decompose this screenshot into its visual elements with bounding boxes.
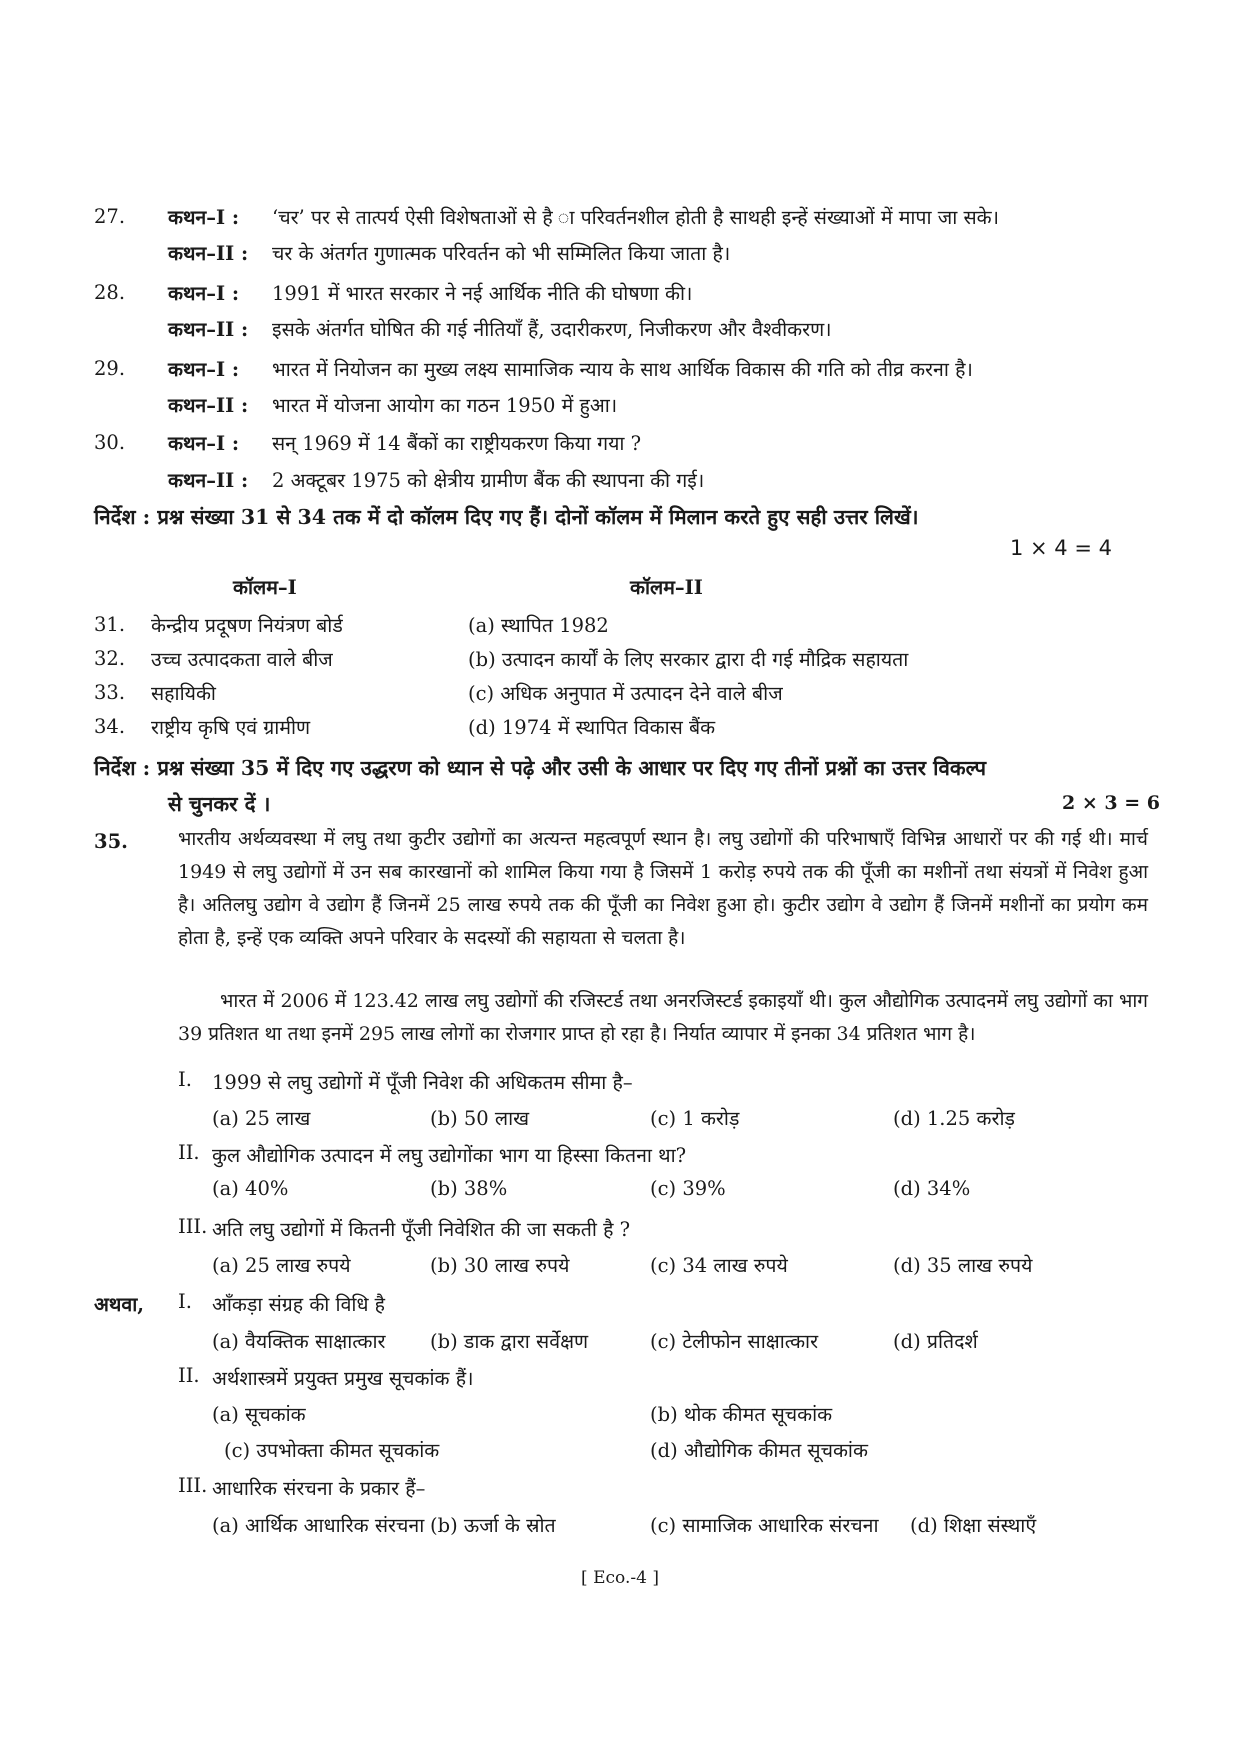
column-1-item: राष्ट्रीय कृषि एवं ग्रामीण <box>151 716 311 739</box>
column-2-item: (d) 1974 में स्थापित विकास बैंक <box>468 716 716 739</box>
option: (a) 25 लाख रुपये <box>212 1254 351 1277</box>
alternate-label: अथवा, <box>94 1293 145 1316</box>
statement-text: भारत में योजना आयोग का गठन 1950 में हुआ। <box>272 394 618 417</box>
statement-text: भारत में नियोजन का मुख्य लक्ष्य सामाजिक न्याय के साथ आर्थिक विकास की गति को तीव्र करना है। <box>272 358 973 381</box>
question-number: 31. <box>94 613 126 636</box>
option: (c) टेलीफोन साक्षात्कार <box>650 1330 819 1353</box>
question-number: 35. <box>94 830 128 853</box>
passage-instruction-cont: से चुनकर दें । <box>168 792 271 816</box>
option: (b) 30 लाख रुपये <box>430 1254 570 1277</box>
question-text: अति लघु उद्योगों में कितनी पूँजी निवेशित की जा सकती है ? <box>212 1218 631 1241</box>
option: (a) आर्थिक आधारिक संरचना <box>212 1514 425 1537</box>
passage-marks: 2 × 3 = 6 <box>1062 792 1160 814</box>
option: (d) प्रतिदर्श <box>893 1330 978 1353</box>
option: (c) 39% <box>650 1177 726 1200</box>
question-label: I. <box>178 1068 192 1091</box>
column-1-header: कॉलम–I <box>233 576 297 599</box>
option: (b) डाक द्वारा सर्वेक्षण <box>430 1330 589 1353</box>
question-label: II. <box>178 1141 200 1164</box>
column-2-item: (a) स्थापित 1982 <box>468 614 609 637</box>
statement-text: इसके अंतर्गत घोषित की गई नीतियाँ हैं, उदारीकरण, निजीकरण और वैश्वीकरण। <box>272 318 832 341</box>
question-number: 34. <box>94 715 126 738</box>
option: (d) औद्योगिक कीमत सूचकांक <box>650 1439 868 1462</box>
statement-text: सन् 1969 में 14 बैंकों का राष्ट्रीयकरण किया गया ? <box>272 432 642 455</box>
column-2-item: (c) अधिक अनुपात में उत्पादन देने वाले बीज <box>468 682 783 705</box>
option: (a) सूचकांक <box>212 1403 306 1426</box>
statement-label: कथन–II : <box>168 469 249 492</box>
question-text: अर्थशास्त्रमें प्रयुक्त प्रमुख सूचकांक हैं। <box>212 1367 474 1390</box>
option: (b) ऊर्जा के स्रोत <box>430 1514 556 1537</box>
option: (d) शिक्षा संस्थाएँ <box>910 1514 1037 1537</box>
option: (a) 25 लाख <box>212 1107 311 1130</box>
question-number: 33. <box>94 681 126 704</box>
statement-label: कथन–II : <box>168 394 249 417</box>
column-1-item: केन्द्रीय प्रदूषण नियंत्रण बोर्ड <box>151 614 343 637</box>
statement-text: चर के अंतर्गत गुणात्मक परिवर्तन को भी सम्मिलित किया जाता है। <box>272 242 731 265</box>
column-1-item: उच्च उत्पादकता वाले बीज <box>151 648 333 671</box>
question-text: 1999 से लघु उद्योगों में पूँजी निवेश की अधिकतम सीमा है– <box>212 1071 633 1094</box>
question-number: 30. <box>94 431 126 454</box>
option: (d) 34% <box>893 1177 971 1200</box>
option: (c) 1 करोड़ <box>650 1107 740 1130</box>
option: (d) 1.25 करोड़ <box>893 1107 1015 1130</box>
statement-label: कथन–I : <box>168 432 240 455</box>
option: (c) उपभोक्ता कीमत सूचकांक <box>224 1439 440 1462</box>
statement-label: कथन–II : <box>168 318 249 341</box>
question-label: II. <box>178 1364 200 1387</box>
passage-instruction: निर्देश : प्रश्न संख्या 35 में दिए गए उद्धरण को ध्यान से पढ़े और उसी के आधार पर दिए गए तीनों प्रश्नों का उत्तर विकल्प <box>94 756 987 780</box>
question-number: 28. <box>94 281 126 304</box>
statement-label: कथन–I : <box>168 358 240 381</box>
passage-paragraph: भारतीय अर्थव्यवस्था में लघु तथा कुटीर उद्योगों का अत्यन्त महत्वपूर्ण स्थान है। लघु उद्योगों की परिभाषाएँ विभिन्न आधारों पर की गई थी। मार्च 1949 से लघु उद्योगों में उन सब कारखानों को शामिल किया गया है जिसमें 1 करोड़ रुपये तक की पूँजी का मशीनों तथा संयत्रों में निवेश हुआ है। अतिलघु उद्योग वे उद्योग हैं जिनमें 25 लाख रुपये तक की पूँजी का निवेश हुआ हो। कुटीर उद्योग वे उद्योग हैं जिनमें मशीनों का प्रयोग कम होता है, इन्हें एक व्यक्ति अपने परिवार के सदस्यों की सहायता से चलता है। <box>178 828 1148 949</box>
column-2-header: कॉलम–II <box>630 576 703 599</box>
matching-marks: 1 × 4 = 4 <box>1010 536 1112 560</box>
question-number: 29. <box>94 357 126 380</box>
question-text: कुल औद्योगिक उत्पादन में लघु उद्योगोंका भाग या हिस्सा कितना था? <box>212 1144 687 1167</box>
question-label: I. <box>178 1290 192 1313</box>
page-footer: [ Eco.-4 ] <box>581 1568 659 1588</box>
question-label: III. <box>178 1474 208 1497</box>
statement-label: कथन–I : <box>168 282 240 305</box>
option: (c) 34 लाख रुपये <box>650 1254 788 1277</box>
statement-text: 2 अक्टूबर 1975 को क्षेत्रीय ग्रामीण बैंक की स्थापना की गई। <box>272 469 705 492</box>
option: (a) 40% <box>212 1177 289 1200</box>
statement-text: ‘चर’ पर से तात्पर्य ऐसी विशेषताओं से है ा परिवर्तनशील होती है साथही इन्हें संख्याओं में मापा जा सके। <box>272 206 1000 229</box>
option: (b) थोक कीमत सूचकांक <box>650 1403 833 1426</box>
question-text: आँकड़ा संग्रह की विधि है <box>212 1293 386 1316</box>
option: (c) सामाजिक आधारिक संरचना <box>650 1514 879 1537</box>
option: (b) 38% <box>430 1177 508 1200</box>
question-number: 32. <box>94 647 126 670</box>
passage-paragraph: भारत में 2006 में 123.42 लाख लघु उद्योगों की रजिस्टर्ड तथा अनरजिस्टर्ड इकाइयाँ थी। कुल औद्योगिक उत्पादनमें लघु उद्योगों का भाग 39 प्रतिशत था तथा इनमें 295 लाख लोगों का रोजगार प्राप्त हो रहा है। निर्यात व्यापार में इनका 34 प्रतिशत भाग है। <box>178 990 1148 1045</box>
option: (a) वैयक्तिक साक्षात्कार <box>212 1330 386 1353</box>
matching-instruction: निर्देश : प्रश्न संख्या 31 से 34 तक में दो कॉलम दिए गए हैं। दोनों कॉलम में मिलान करते हुए सही उत्तर लिखें। <box>94 505 919 529</box>
question-label: III. <box>178 1215 208 1238</box>
statement-label: कथन–II : <box>168 242 249 265</box>
column-1-item: सहायिकी <box>151 682 216 705</box>
column-2-item: (b) उत्पादन कार्यों के लिए सरकार द्वारा दी गई मौद्रिक सहायता <box>468 648 909 671</box>
question-number: 27. <box>94 205 126 228</box>
statement-text: 1991 में भारत सरकार ने नई आर्थिक नीति की घोषणा की। <box>272 282 693 305</box>
question-text: आधारिक संरचना के प्रकार हैं– <box>212 1477 426 1500</box>
option: (b) 50 लाख <box>430 1107 530 1130</box>
option: (d) 35 लाख रुपये <box>893 1254 1033 1277</box>
statement-label: कथन–I : <box>168 206 240 229</box>
